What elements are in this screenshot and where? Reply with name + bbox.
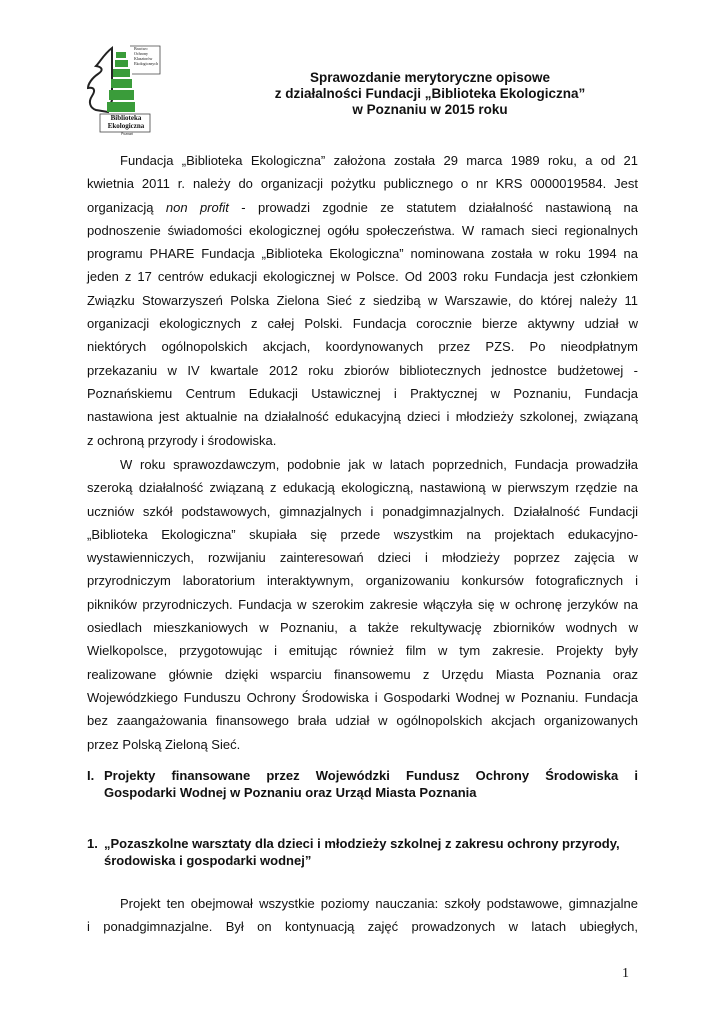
text-line: W roku sprawozdawczym, podobnie jak w latach poprzednich, Fundacja prowadziła — [120, 457, 638, 472]
text-line: z ochroną przyrody i środowiska. — [87, 432, 277, 448]
text-line: Wojewódzkiego Funduszu Ochrony Środowiska i Gospodarki Wodnej w Poznaniu. Fundacja — [87, 689, 638, 705]
page-number: 1 — [622, 966, 629, 981]
section-heading-line: Gospodarki Wodnej w Poznaniu oraz Urząd Miasta Poznania — [104, 785, 477, 800]
text-line: bez zaangażowania finansowego brała udział w ogólnopolskich akcjach organizowanych — [87, 713, 638, 729]
paragraph-project-description — [87, 892, 638, 939]
text-line: Projekt ten obejmował wszystkie poziomy nauczania: szkoły podstawowe, gimnazjalne — [120, 896, 638, 911]
section-heading-line: Projekty finansowane przez Wojewódzki Fundusz Ochrony Środowiska i — [104, 768, 638, 783]
text-line: programu PHARE Fundacja „Biblioteka Ekologiczna” nominowana została w roku 1994 na — [87, 246, 638, 262]
text-line: osiedlach mieszkaniowych w Poznaniu, a także rekultywację zbiorników wodnych w — [87, 620, 638, 636]
text-line: Wielkopolsce, przygotowując i emitując również film w tym zakresie. Projekty były — [87, 643, 638, 659]
title-line-3: w Poznaniu w 2015 roku — [352, 102, 508, 117]
text-line: pikników przyrodniczych. Fundacja w szerokim zakresie włączyła się w ochronę jerzyków na — [87, 596, 638, 612]
text-line: i ponadgimnazjalne. Był on kontynuacją zajęć prowadzonych w latach ubiegłych, — [87, 919, 638, 935]
text-line: szeroką działalność związaną z edukacją ekologiczną, nastawioną w pierwszym rzędzie na — [87, 480, 638, 496]
text-line: Związku Stowarzyszeń Polska Zielona Sieć z siedzibą w Warszawie, do której należy 11 — [87, 292, 638, 308]
title-line-2: z działalności Fundacji „Biblioteka Ekologiczna” — [274, 86, 586, 101]
text-line: Fundacja „Biblioteka Ekologiczna” założona została 29 marca 1989 roku, a od 21 — [120, 153, 638, 168]
logo-name: Biblioteka Ekologiczna — [107, 114, 145, 130]
logo-city: Poznań — [121, 132, 133, 136]
text-line: podnoszenie świadomości ekologicznej ogółu społeczeństwa. W ramach sieci regionalnych — [87, 222, 638, 238]
text-line: przekazaniu w IV kwartale 2012 roku zbiorów bibliotecznych jednostce budżetowej - — [87, 362, 638, 378]
text-line: kwietnia 2011 r. należy do organizacji pożytku publicznego o nr KRS 0000019584. Jest — [87, 176, 638, 192]
text-line: przez Polską Zieloną Sieć. — [87, 736, 241, 752]
non-profit-emphasis: non profit — [165, 199, 229, 215]
paragraph-intro — [87, 149, 638, 452]
text-line: nastawiona jest aktualnie na działalność edukacyjną dzieci i młodzieży szkolonej, związaną — [87, 409, 638, 425]
report-title — [200, 70, 660, 118]
text-line: jeden z 17 centrów edukacji ekologicznej w Polsce. Od 2003 roku Fundacja jest członkiem — [87, 269, 638, 285]
section-heading-projects — [87, 767, 638, 801]
text-line: „Biblioteka Ekologiczna” skupiała się przede wszystkim na projektach edukacyjno- — [87, 526, 638, 542]
text-line: Poznańskiemu Centrum Edukacji Ustawicznej i Praktycznej w Poznaniu, Fundacja — [87, 385, 638, 401]
text-line: wystawienniczych, rozwijaniu zainteresowań dzieci i młodzieży poprzez zajęcia w — [87, 550, 638, 566]
logo-small-text: Bractwo Ochrony Klasztorów Ekologicznych — [134, 46, 158, 66]
title-line-1: Sprawozdanie merytoryczne opisowe — [309, 70, 551, 85]
subsection-heading-line: środowiska i gospodarki wodnej” — [104, 853, 312, 868]
text-line: przyrodniczym laboratorium interaktywnym, organizowaniu konkursów fotograficznych i — [87, 573, 638, 589]
text-line: organizacją non profit - prowadzi zgodnie ze statutem działalność nastawioną na — [87, 199, 638, 215]
section-number: I. — [87, 768, 95, 783]
text-line: realizowane głównie dzięki wsparciu finansowemu z Urzędu Miasta Poznania oraz — [87, 666, 638, 682]
text-line: niektórych ogólnopolskich akcjach, koordynowanych przez PZS. Po nieodpłatnym — [87, 339, 638, 355]
subsection-heading-workshops — [87, 835, 638, 869]
subsection-number: 1. — [87, 836, 98, 851]
text-line: uczniów szkół podstawowych, gimnazjalnych i ponadgimnazjalnych. Działalność Fundacji — [87, 503, 638, 519]
foundation-logo — [82, 40, 182, 138]
text-line: organizacji ekologicznych z całej Polski. Fundacja corocznie bierze aktywny udział w — [87, 316, 638, 332]
subsection-heading-line: „Pozaszkolne warsztaty dla dzieci i młodzieży szkolnej z zakresu ochrony przyrody, — [104, 836, 620, 851]
paragraph-activities — [87, 453, 638, 756]
